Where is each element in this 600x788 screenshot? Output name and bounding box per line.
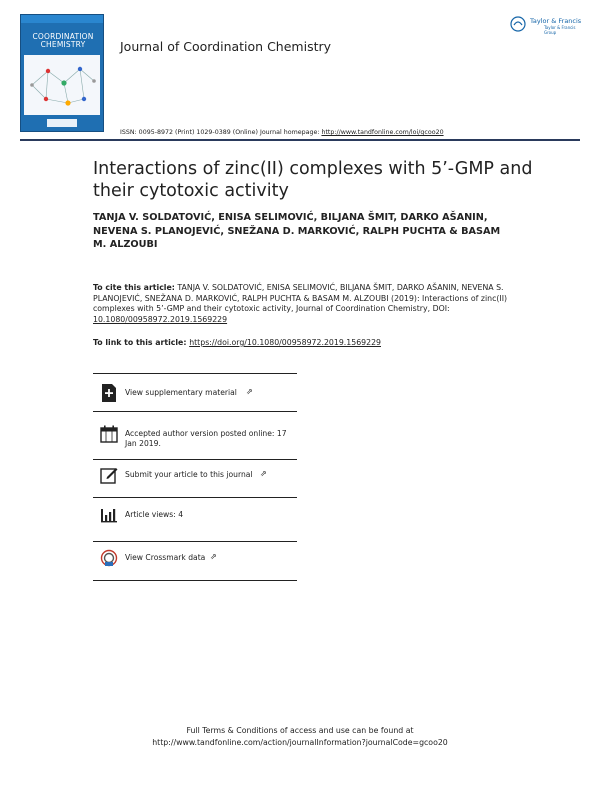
bar-chart-icon	[100, 506, 118, 524]
plus-document-icon	[100, 384, 118, 402]
journal-title: Journal of Coordination Chemistry	[120, 39, 332, 54]
publisher-subname: Taylor & Francis Group	[544, 25, 576, 35]
citation-block: To cite this article: TANJA V. SOLDATOVIĆ, ENISA SELIMOVIĆ, BILJANA ŠMIT, DARKO AŠANIN, NEVENA S. PLANOJEVIĆ, SNEŽANA D. MARKOVIĆ, RALPH PUCHTA & BASAM M. ALZOUBI (2019): Interactions of zinc(II) complexes with 5’-GMP and their cytotoxic activity, Journal of Coordination Chemistry, DOI: 10.1080/00958972.2019.1569229	[93, 283, 508, 324]
article-link-line: To link to this article: https://doi.org/10.1080/00958972.2019.1569229	[93, 338, 381, 347]
edit-icon	[100, 466, 118, 484]
cover-molecule-image	[24, 55, 100, 115]
panel-divider	[93, 580, 297, 581]
panel-divider	[93, 541, 297, 542]
journal-homepage-link[interactable]: http://www.tandfonline.com/loi/gcoo20	[321, 129, 444, 136]
doi-link[interactable]: 10.1080/00958972.2019.1569229	[93, 314, 228, 324]
supplementary-material-link[interactable]: View supplementary material ⇗	[100, 384, 300, 408]
journal-cover	[20, 14, 104, 132]
calendar-icon	[100, 425, 118, 443]
submit-article-link[interactable]: Submit your article to this journal ⇗	[100, 466, 300, 490]
terms-footer: Full Terms & Conditions of access and use can be found at http://www.tandfonline.com/action/journalInformation?journalCode=gcoo20	[152, 726, 448, 747]
crossmark-icon	[100, 549, 118, 567]
panel-divider	[93, 373, 297, 374]
panel-divider	[93, 411, 297, 412]
external-link-icon: ⇗	[260, 469, 267, 478]
panel-divider	[93, 497, 297, 498]
accepted-version-info: Accepted author version posted online: 17 Jan 2019.	[100, 425, 300, 449]
author-list: TANJA V. SOLDATOVIĆ, ENISA SELIMOVIĆ, BILJANA ŠMIT, DARKO AŠANIN, NEVENA S. PLANOJEVIĆ, SNEŽANA D. MARKOVIĆ, RALPH PUCHTA & BASAM M. ALZOUBI	[93, 212, 501, 250]
panel-divider	[93, 459, 297, 460]
article-views-info: Article views: 4	[100, 506, 300, 530]
crossmark-link[interactable]: View Crossmark data ⇗	[100, 549, 300, 573]
publisher-logo-icon	[510, 16, 526, 32]
cover-title: COORDINATION CHEMISTRY	[32, 32, 94, 49]
issn-line: ISSN: 0095-8972 (Print) 1029-0389 (Online) Journal homepage: http://www.tandfonline.com/loi/gcoo20	[120, 129, 444, 136]
header-divider	[20, 139, 580, 141]
publisher-logo	[510, 16, 582, 38]
article-title: Interactions of zinc(II) complexes with 5’-GMP and their cytotoxic activity	[93, 159, 533, 201]
external-link-icon: ⇗	[246, 387, 253, 396]
publisher-name: Taylor & Francis	[530, 17, 582, 25]
terms-link[interactable]: http://www.tandfonline.com/action/journalInformation?journalCode=gcoo20	[152, 738, 448, 747]
article-url-link[interactable]: https://doi.org/10.1080/00958972.2019.1569229	[189, 338, 381, 347]
external-link-icon: ⇗	[210, 552, 217, 561]
